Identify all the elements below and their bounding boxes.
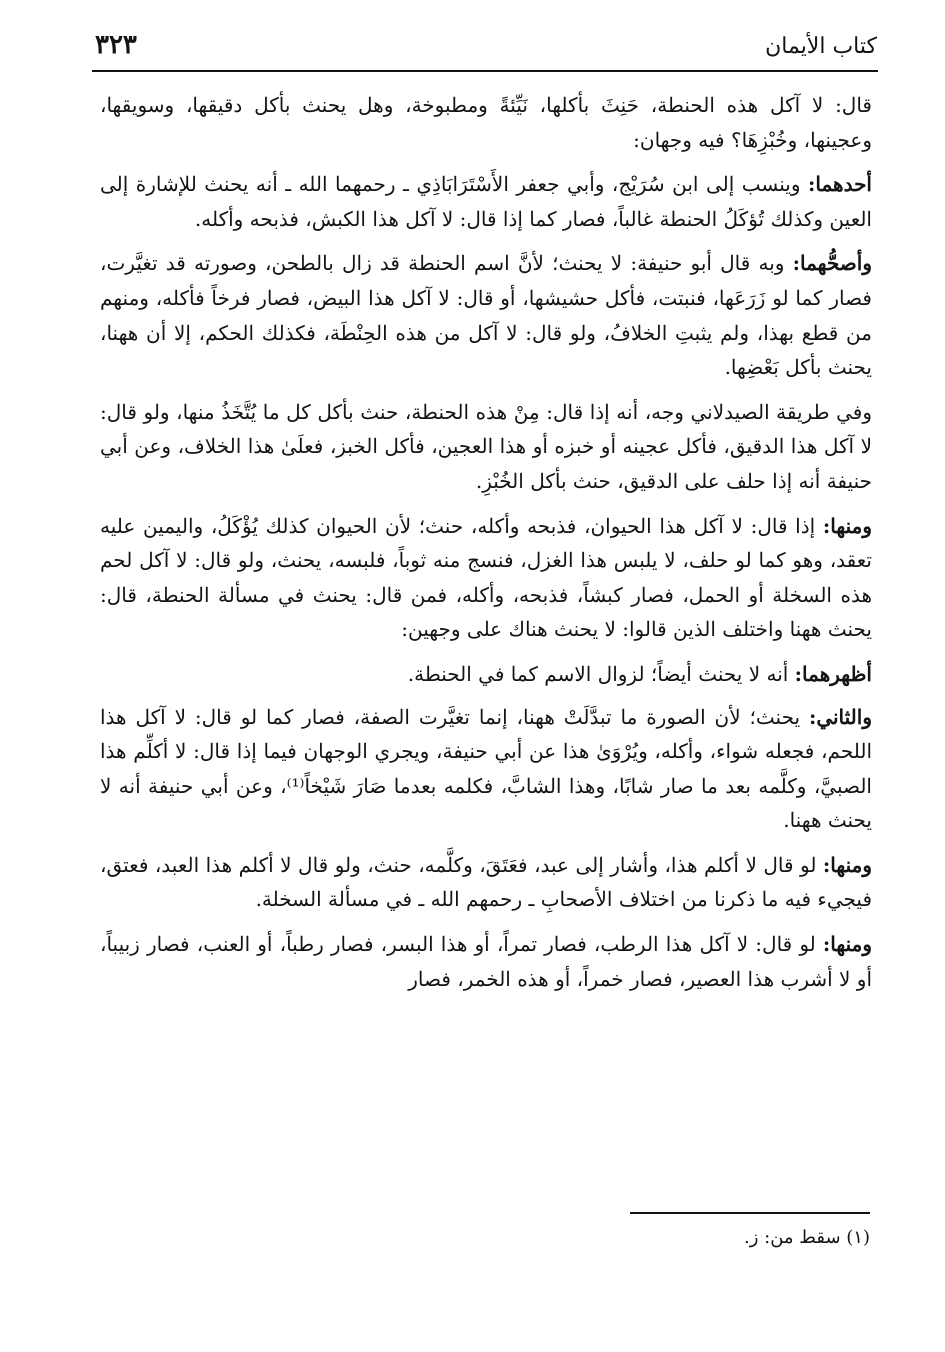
paragraph-lead: ومنها: — [822, 852, 872, 877]
paragraph-text: لو قال: لا آكل هذا الرطب، فصار تمراً، أو هذا البسر، فصار رطباً، أو العنب، فصار زبيباً، أو لا أشرب هذا العصير، فصار خمراً، أو هذه الخمر، فصار — [100, 932, 872, 991]
paragraph-text: وينسب إلى ابن سُرَيْج، وأبي جعفر الأَسْتَرَابَاذِي ـ رحمهما الله ـ أنه يحنث للإشارة إلى العين وكذلك تُؤكَلُ الحنطة غالباً، فصار كما إذا قال: لا آكل هذا الكبش، فذبحه وأكله. — [100, 172, 872, 231]
paragraph-text: وفي طريقة الصيدلاني وجه، أنه إذا قال: مِنْ هذه الحنطة، حنث بأكل كل ما يُتَّخَذُ منها، ولو قال: لا آكل هذا الدقيق، فأكل عجينه أو خبزه أو هذا العجين، فأكل الخبز، فعلَىٰ هذا الخلاف، وعن أبي حنيفة أنه إذا حلف على الدقيق، حنث بأكل الخُبْزِ. — [100, 399, 872, 493]
paragraph — [100, 509, 872, 647]
page-number: ٣٢٣ — [95, 30, 137, 60]
paragraph-lead: وأصحُّهما: — [792, 251, 872, 276]
paragraph — [100, 395, 872, 499]
paragraph-lead: والثاني: — [808, 704, 872, 729]
paragraph — [100, 167, 872, 236]
footnote-divider — [630, 1212, 870, 1214]
paragraph — [100, 848, 872, 917]
paragraph-text: قال: لا آكل هذه الحنطة، حَنِثَ بأكلها، نَيِّئةً ومطبوخة، وهل يحنث بأكل دقيقها، وسويقها، وعجينها، وخُبْزِهَا؟ فيه وجهان: — [100, 93, 872, 152]
paragraph-text: أنه لا يحنث أيضاً؛ لزوال الاسم كما في الحنطة. — [407, 661, 795, 686]
paragraph — [100, 927, 872, 996]
paragraph-text: إذا قال: لا آكل هذا الحيوان، فذبحه وأكله، حنث؛ لأن الحيوان كذلك يُؤْكَلُ، واليمين عليه تعقد، وهو كما لو حلف، لا يلبس هذا الغزل، فنسج منه ثوباً، فلبسه، يحنث، ولو قال: لا آكل لحم هذه السخلة أو الحمل، فصار كبشاً، فذبحه، وأكله، فمن قال: يحنث في مسألة الحنطة، قال: يحنث ههنا واختلف الذين قالوا: لا يحنث هناك على وجهين: — [100, 513, 872, 642]
paragraph-lead: أحدهما: — [807, 172, 872, 197]
main-text — [100, 88, 872, 1006]
paragraph-lead: أظهرهما: — [794, 661, 872, 686]
page-header — [95, 28, 877, 68]
running-title: كتاب الأيمان — [765, 34, 877, 59]
header-divider — [92, 70, 878, 72]
footnote: (١) سقط من: ز. — [744, 1227, 870, 1248]
paragraph-lead: ومنها: — [822, 932, 872, 957]
paragraph-lead: ومنها: — [822, 513, 872, 538]
paragraph — [100, 700, 872, 838]
paragraph — [100, 88, 872, 157]
paragraph — [100, 246, 872, 384]
paragraph-text: يحنث؛ لأن الصورة ما تبدَّلَتْ ههنا، إنما تغيَّرت الصفة، فصار كما لو قال: لا آكل هذا اللحم، فجعله شواء، وأكله، ويُرْوَىٰ هذا عن أبي حنيفة، ويجري الوجهان فيما إذا قال: لا أكلِّم هذا الصبيَّ، وكلَّمه بعد ما صار شابًا، وهذا الشابَّ، فكلمه بعدما صَارَ شَيْخاً⁽¹⁾، وعن أبي حنيفة أنه لا يحنث ههنا. — [100, 704, 872, 833]
paragraph-text: لو قال لا أكلم هذا، وأشار إلى عبد، فعَتَقَ، وكلَّمه، حنث، ولو قال لا أكلم هذا العبد، فعتق، فيجيء فيه ما ذكرنا من اختلاف الأصحابِ ـ رحمهم الله ـ في مسألة السخلة. — [100, 852, 872, 912]
paragraph-text: وبه قال أبو حنيفة: لا يحنث؛ لأنَّ اسم الحنطة قد زال بالطحن، وصورته قد تغيَّرت، فصار كما لو زَرَعَها، فنبتت، فأكل حشيشها، أو قال: لا آكل هذا البيض، فصار فرخاً فأكله، ومنهم من قطع بهذا، ولم يثبتِ الخلافُ، ولو قال: لا آكل من هذه الحِنْطَة، فكذلك الحكم، إلا أن ههنا، يحنث بأكل بَعْضِها. — [100, 251, 872, 380]
paragraph — [100, 657, 872, 692]
